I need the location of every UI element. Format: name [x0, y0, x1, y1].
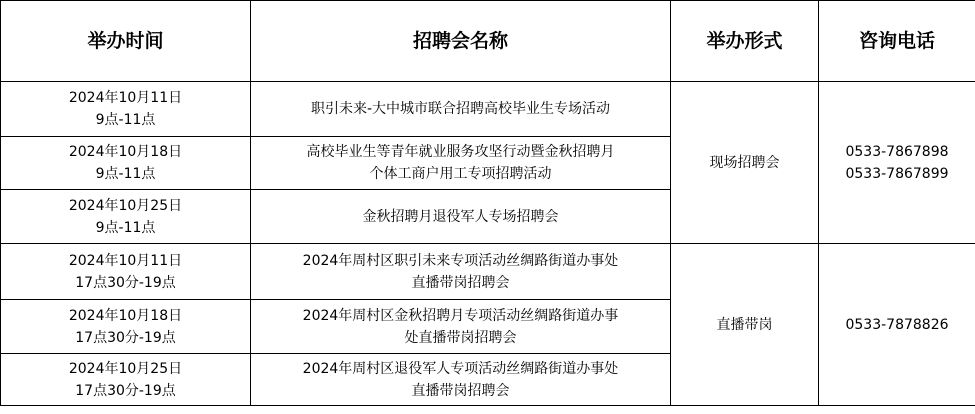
fair-name-line: 金秋招聘月退役军人专场招聘会 — [362, 208, 559, 225]
fair-name-cell — [251, 300, 671, 354]
header-phone: 咨询电话 — [819, 1, 975, 82]
time-cell — [1, 137, 251, 190]
fair-name-cell — [251, 137, 671, 190]
format-cell: 直播带岗 — [671, 244, 819, 406]
date-text: 2024年10月11日 — [68, 252, 183, 269]
date-text: 2024年10月18日 — [68, 144, 183, 160]
fair-name-line: 2024年周村区金秋招聘月专项活动丝绸路街道办事 — [302, 307, 619, 324]
date-text: 2024年10月18日 — [68, 307, 183, 324]
fair-name-line: 直播带岗招聘会 — [411, 382, 510, 399]
hours-text: 17点30分-19点 — [75, 329, 176, 346]
header-name: 招聘会名称 — [251, 1, 671, 82]
date-text: 2024年10月25日 — [68, 197, 183, 214]
fair-name-line: 高校毕业生等青年就业服务攻坚行动暨金秋招聘月 — [306, 144, 615, 160]
time-cell — [1, 354, 251, 406]
fair-name-cell — [251, 190, 671, 244]
format-cell: 现场招聘会 — [671, 82, 819, 244]
hours-text: 9点-11点 — [95, 166, 156, 182]
time-cell — [1, 190, 251, 244]
hours-text: 17点30分-19点 — [75, 382, 176, 399]
time-cell — [1, 82, 251, 137]
phone-number: 0533-7867898 — [845, 143, 949, 160]
fair-name-line: 处直播带岗招聘会 — [404, 329, 517, 346]
table-row — [1, 82, 975, 137]
time-cell — [1, 244, 251, 300]
fair-name-line: 个体工商户用工专项招聘活动 — [369, 166, 552, 182]
fair-name-line: 直播带岗招聘会 — [411, 274, 510, 291]
header-time: 举办时间 — [1, 1, 251, 82]
date-text: 2024年10月11日 — [68, 90, 183, 106]
phone-cell — [819, 244, 975, 406]
phone-cell — [819, 82, 975, 244]
fair-name-cell — [251, 244, 671, 300]
fair-name-line: 2024年周村区退役军人专项活动丝绸路街道办事处 — [302, 360, 619, 377]
time-cell — [1, 300, 251, 354]
table-row — [1, 244, 975, 300]
fair-name-cell — [251, 354, 671, 406]
fair-name-line: 2024年周村区职引未来专项活动丝绸路街道办事处 — [302, 252, 619, 269]
fair-name-cell — [251, 82, 671, 137]
fair-name-line: 职引未来-大中城市联合招聘高校毕业生专场活动 — [310, 101, 611, 117]
hours-text: 17点30分-19点 — [75, 274, 176, 291]
hours-text: 9点-11点 — [95, 112, 156, 128]
hours-text: 9点-11点 — [95, 219, 156, 236]
phone-number: 0533-7867899 — [845, 165, 949, 182]
date-text: 2024年10月25日 — [68, 360, 183, 377]
header-format: 举办形式 — [671, 1, 819, 82]
phone-number: 0533-7878826 — [845, 316, 949, 333]
